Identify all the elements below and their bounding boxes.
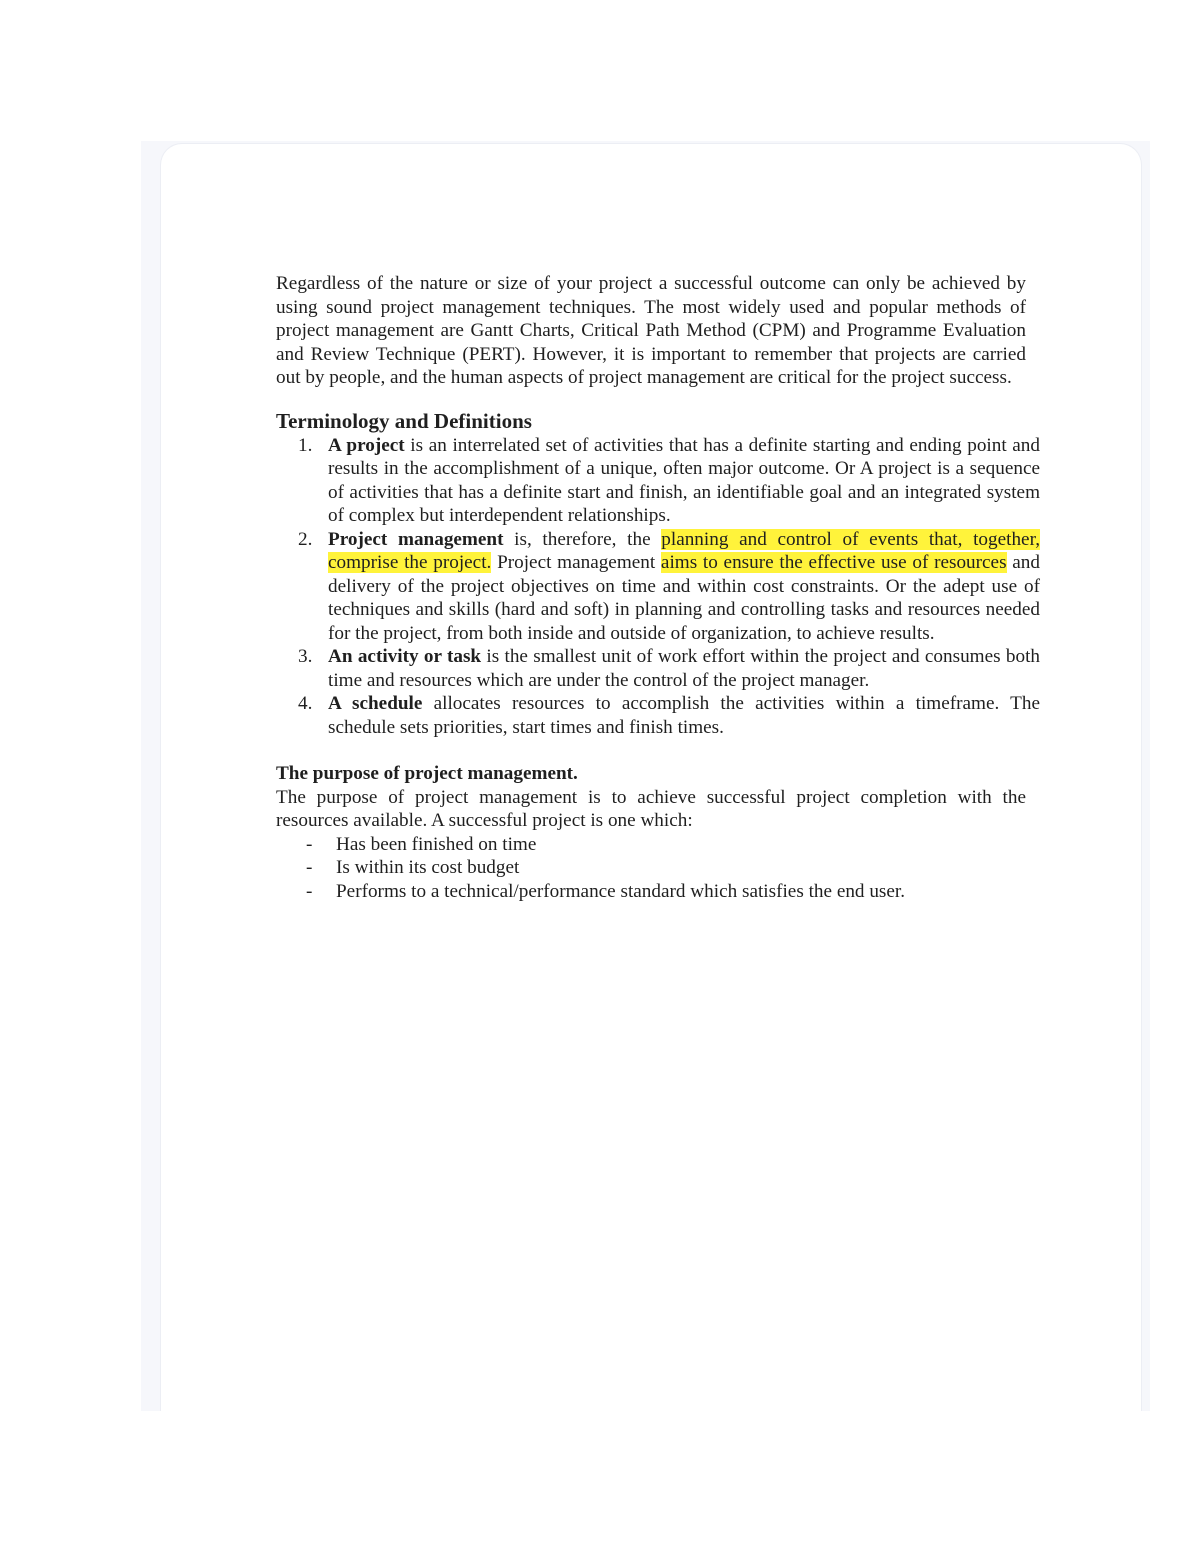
list-number: 1. xyxy=(298,434,313,456)
bullet-text: Has been finished on time xyxy=(336,833,537,855)
bullet-text: Performs to a technical/performance standard which satisfies the end user. xyxy=(336,880,906,902)
document-content xyxy=(276,272,1040,903)
highlighted-text: planning and control of events that, together, comprise the project. xyxy=(328,528,1040,573)
term-label: A schedule xyxy=(328,693,423,714)
list-item xyxy=(276,833,1040,857)
term-label: Project management xyxy=(328,528,504,550)
term-definition: allocates resources to accomplish the activities within a timeframe. The schedule sets priorities, start times and finish times. xyxy=(328,693,1040,738)
terminology-heading: Terminology and Definitions xyxy=(276,408,532,433)
term-definition: is the smallest unit of work effort within the project and consumes both time and resources which are under the control of the project manager. xyxy=(328,646,1041,691)
highlighted-text: aims to ensure the effective use of resources xyxy=(660,552,1007,573)
intro-paragraph: Regardless of the nature or size of your project a successful outcome can only be achieved by using sound project management techniques. The most widely used and popular methods of project management are Gantt Charts, Critical Path Method (CPM) and Programme Evaluation and Review Technique (PERT). However, it is important to remember that projects are carried out by people, and the human aspects of project management are critical for the project success. xyxy=(276,273,1026,388)
term-label: An activity or task xyxy=(328,646,482,667)
list-item xyxy=(276,856,1040,880)
bullet-text: Is within its cost budget xyxy=(336,857,520,878)
term-definition: Project management xyxy=(491,552,661,573)
list-item xyxy=(276,434,1040,528)
term-definition: is, therefore, the xyxy=(503,528,662,550)
purpose-paragraph: The purpose of project management is to achieve successful project completion with the resources available. A successful project is one which: xyxy=(276,786,1026,831)
list-item xyxy=(276,880,1040,904)
list-item xyxy=(276,645,1040,692)
list-number: 4. xyxy=(298,693,313,714)
dash-bullet: - xyxy=(306,857,313,878)
term-definition: and delivery of the project objectives on time and within cost constraints. Or the adept use of techniques and skills (hard and soft) in planning and controlling tasks and resources needed for the project, from both inside and outside of organization, to achieve results. xyxy=(328,552,1040,644)
list-item xyxy=(276,692,1040,739)
list-number: 2. xyxy=(298,528,313,550)
dash-bullet: - xyxy=(306,833,313,855)
term-definition: is an interrelated set of activities that has a definite starting and ending point and results in the accomplishment of a unique, often major outcome. Or A project is a sequence of activities that has a definite start and finish, an identifiable goal and an integrated system of complex but interdependent relationships. xyxy=(328,434,1040,526)
term-label: A project xyxy=(328,434,405,456)
success-criteria-list xyxy=(276,833,1040,904)
list-item xyxy=(276,528,1040,646)
dash-bullet: - xyxy=(306,880,313,902)
list-number: 3. xyxy=(298,646,313,667)
purpose-heading: The purpose of project management. xyxy=(276,763,578,784)
terminology-list xyxy=(276,434,1040,740)
